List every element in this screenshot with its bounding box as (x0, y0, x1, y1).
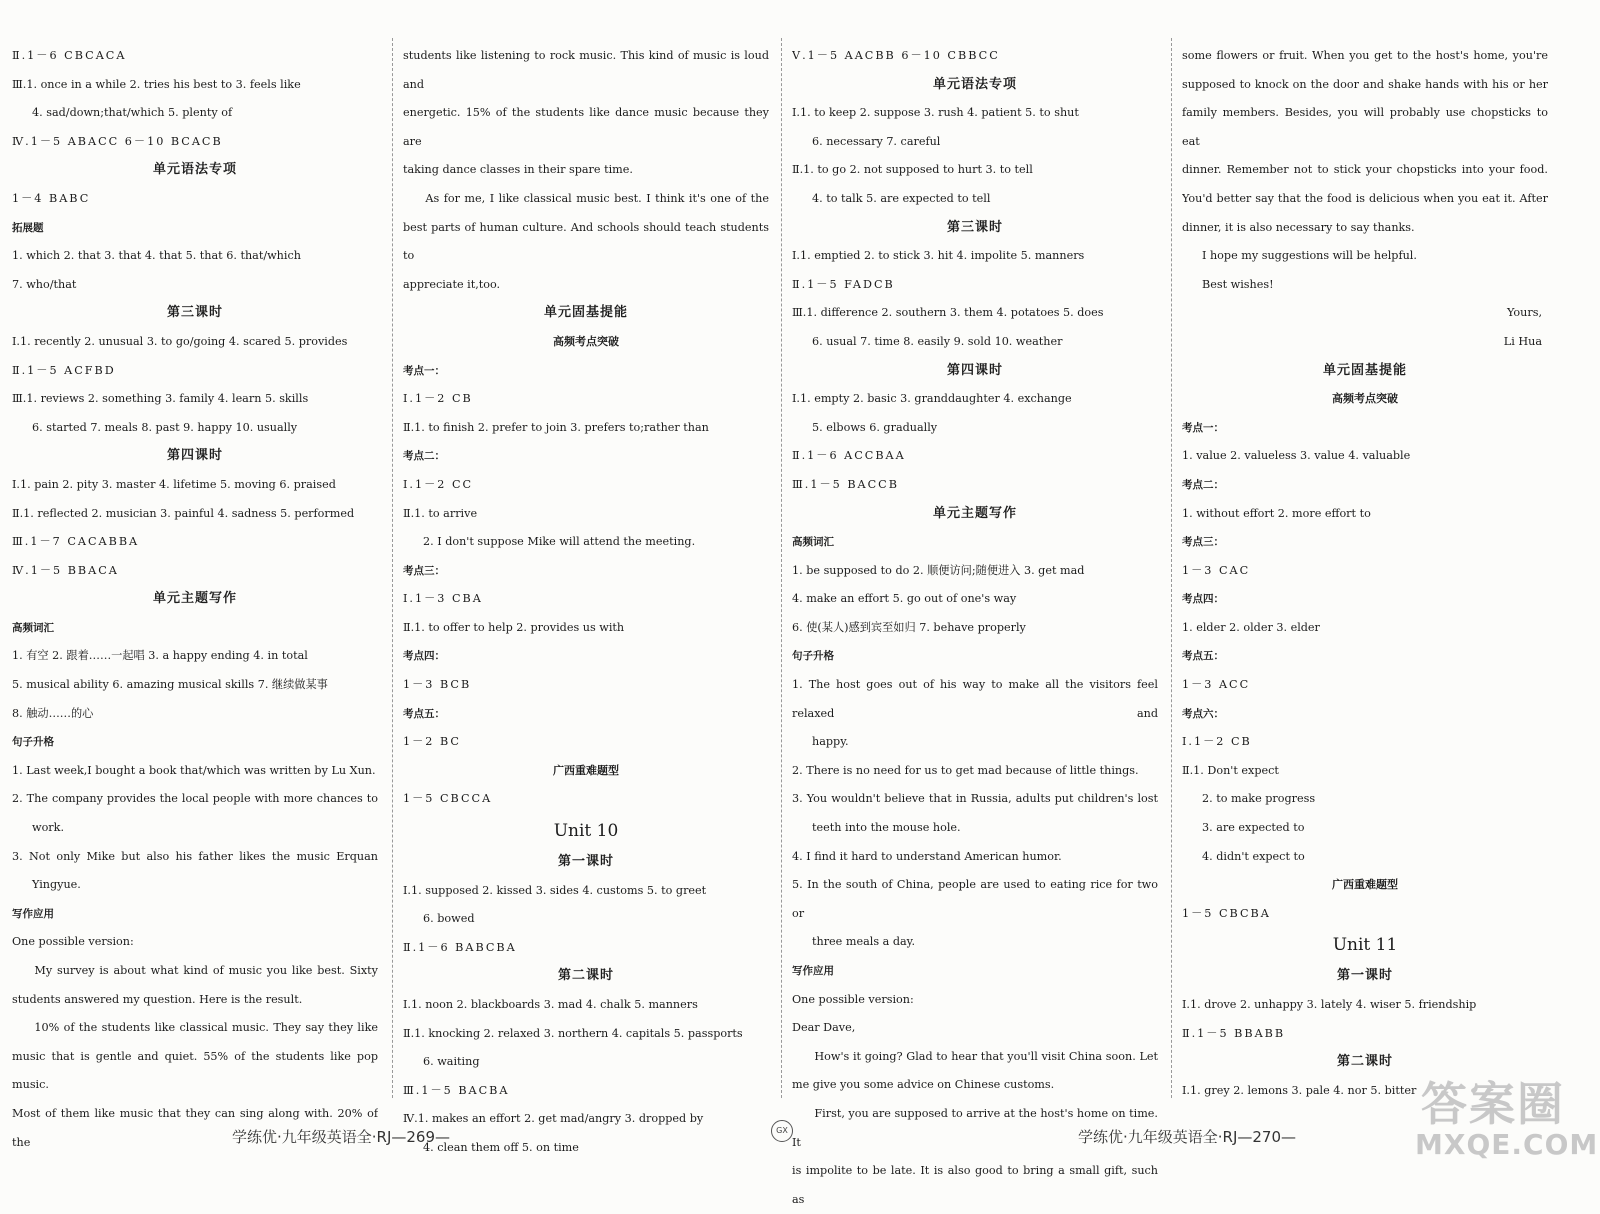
essay-line: 10% of the students like classical music. They say they like (34, 1021, 378, 1035)
answer-line: 4. clean them off 5. on time (423, 1140, 579, 1154)
essay-line: As for me, I like classical music best. I think it's one of the (425, 191, 769, 205)
unit-title: Unit 11 (1332, 935, 1398, 956)
answer-line: 7. who/that (12, 277, 77, 291)
answer-line: Ⅰ.1－2 CB (403, 392, 473, 406)
answer-line: Ⅰ.1. noon 2. blackboards 3. mad 4. chalk 5. manners (403, 998, 698, 1011)
answer-line: 1－3 ACC (1182, 678, 1251, 692)
essay-line: some flowers or fruit. When you get to the host's home, you're (1182, 49, 1548, 62)
section-label: 写作应用 (792, 965, 834, 977)
answer-line: 4. I find it hard to understand American humor. (792, 849, 1062, 863)
answer-line: Ⅳ.1. makes an effort 2. get mad/angry 3. dropped by (403, 1112, 704, 1126)
essay-line: How's it going? Glad to hear that you'll visit China soon. Let (814, 1049, 1158, 1063)
essay-line: 3. Not only Mike but also his father likes the music Erquan (12, 849, 378, 863)
answer-line: 1. elder 2. older 3. elder (1182, 620, 1320, 634)
answer-line: 6. necessary 7. careful (812, 134, 941, 148)
section-label: 考点五： (403, 707, 445, 720)
answer-line: Ⅲ.1. difference 2. southern 3. them 4. potatoes 5. does (792, 306, 1104, 320)
essay-line: 5. In the south of China, people are used to eating rice for two or (792, 878, 1158, 920)
answer-line: Ⅱ.1. Don't expect (1182, 763, 1279, 777)
essay-line: is impolite to be late. It is also good to bring a small gift, such as (792, 1164, 1158, 1206)
section-label: 高频词汇 (12, 621, 54, 634)
essay-line: students like listening to rock music. This kind of music is loud and (403, 49, 769, 91)
answer-line: 2. I don't suppose Mike will attend the meeting. (423, 535, 696, 549)
answer-line: Yingyue. (32, 878, 81, 892)
section-heading: 第三课时 (166, 305, 223, 321)
section-heading: 单元固基提能 (1322, 362, 1407, 378)
answer-line: Ⅴ.1－5 AACBB 6－10 CBBCC (792, 49, 1000, 62)
answer-line: 6. started 7. meals 8. past 9. happy 10. usually (32, 420, 298, 434)
section-heading: 单元固基提能 (543, 305, 628, 321)
page-footer-left: 学练优·九年级英语全·RJ—269— (232, 1128, 451, 1146)
section-subheading: 高频考点突破 (1332, 392, 1398, 406)
essay-line: supposed to knock on the door and shake hands with his or her (1182, 77, 1548, 91)
answer-line: Li Hua (1503, 334, 1542, 348)
answer-line: 1. 有空 2. 跟着……一起唱 3. a happy ending 4. in total (12, 649, 308, 663)
column-divider (781, 38, 782, 1098)
essay-line: You'd better say that the food is delicious when you eat it. After (1182, 191, 1548, 205)
answer-line: 1. which 2. that 3. that 4. that 5. that 6. that/which (12, 249, 301, 263)
section-subheading: 广西重难题型 (553, 763, 619, 777)
section-label: 拓展题 (12, 221, 44, 234)
answer-line: Ⅲ.1. once in a while 2. tries his best to 3. feels like (12, 77, 301, 91)
essay-line: Most of them like music that they can sing along with. 20% of the (12, 1106, 378, 1149)
essay-line: best parts of human culture. And schools should teach students to (403, 220, 769, 263)
section-heading: 单元主题写作 (932, 505, 1017, 521)
section-label: 句子升格 (792, 650, 834, 663)
answer-line: 6. waiting (423, 1055, 480, 1069)
essay-line: energetic. 15% of the students like dance music because they are (403, 106, 769, 148)
answer-line: 5. musical ability 6. amazing musical skills 7. 继续做某事 (12, 678, 328, 692)
answer-line: Ⅰ.1. emptied 2. to stick 3. hit 4. impolite 5. manners (792, 249, 1085, 263)
answer-line: Ⅰ.1－2 CC (403, 477, 474, 491)
answer-line: Yours, (1507, 306, 1542, 320)
section-label: 写作应用 (12, 907, 54, 920)
section-label: 考点二： (1182, 478, 1224, 491)
answer-line: happy. (812, 735, 849, 749)
column-1 (12, 42, 378, 1157)
answer-line: Ⅰ.1. supposed 2. kissed 3. sides 4. customs 5. to greet (403, 883, 707, 897)
section-label: 考点二： (403, 450, 445, 463)
section-heading: 第三课时 (946, 219, 1003, 235)
answer-line: Ⅲ.1－5 BACBA (403, 1083, 510, 1097)
section-label: 考点五： (1182, 650, 1224, 663)
section-heading: 第二课时 (557, 968, 614, 984)
unit-title: Unit 10 (553, 821, 619, 842)
answer-line: 1. value 2. valueless 3. value 4. valuable (1182, 449, 1411, 463)
page-footer-right: 学练优·九年级英语全·RJ—270— (1078, 1128, 1297, 1146)
column-3 (792, 42, 1158, 1214)
section-label: 考点一： (1182, 421, 1224, 434)
answer-line: appreciate it,too. (403, 277, 501, 291)
section-label: 考点三： (403, 564, 445, 577)
answer-line: Ⅰ.1. drove 2. unhappy 3. lately 4. wiser 5. friendship (1182, 998, 1477, 1011)
answer-line: Best wishes! (1202, 277, 1274, 291)
answer-line: 1－5 CBCBA (1182, 906, 1271, 920)
answer-line: Ⅱ.1. to go 2. not supposed to hurt 3. to tell (792, 163, 1033, 177)
essay-line: music that is gentle and quiet. 55% of the students like pop music. (12, 1049, 378, 1092)
answer-line: 6. usual 7. time 8. easily 9. sold 10. weather (812, 334, 1063, 348)
section-heading: 第四课时 (166, 448, 223, 464)
section-subheading: 广西重难题型 (1332, 878, 1398, 892)
answer-line: 2. There is no need for us to get mad because of little things. (792, 763, 1139, 777)
answer-line: 2. to make progress (1202, 792, 1316, 806)
watermark-logo (1395, 1068, 1599, 1168)
answer-line: Ⅱ.1－6 ACCBAA (792, 449, 906, 463)
section-heading: 单元主题写作 (152, 591, 237, 607)
answer-line: Ⅱ.1－5 ACFBD (12, 363, 116, 377)
watermark-title: 答案圈 (1421, 1077, 1565, 1131)
answer-line: 4. sad/down;that/which 5. plenty of (32, 106, 233, 120)
essay-line: First, you are supposed to arrive at the host's home on time. It (792, 1106, 1158, 1149)
answer-line: Ⅲ.1－5 BACCB (792, 477, 899, 491)
answer-line: 1. Last week,I bought a book that/which was written by Lu Xun. (12, 763, 376, 777)
answer-line: 1－3 CAC (1182, 563, 1251, 577)
essay-line: 1. The host goes out of his way to make all the visitors feel relaxed and (792, 678, 1158, 720)
essay-line: dinner. Remember not to stick your chopsticks into your food. (1182, 163, 1548, 177)
essay-line: My survey is about what kind of music you like best. Sixty (34, 964, 378, 977)
answer-line: Ⅱ.1. to finish 2. prefer to join 3. prefers to;rather than (403, 420, 709, 434)
answer-line: Ⅰ.1. pain 2. pity 3. master 4. lifetime 5. moving 6. praised (12, 477, 336, 491)
answer-line: 3. are expected to (1202, 821, 1305, 835)
answer-line: Ⅰ.1. to keep 2. suppose 3. rush 4. patient 5. to shut (792, 106, 1079, 120)
section-label: 考点六： (1182, 707, 1224, 720)
section-heading: 第一课时 (1336, 968, 1393, 984)
answer-line: One possible version: (12, 935, 134, 949)
section-label: 考点四： (403, 650, 445, 663)
essay-line: 2. The company provides the local people with more chances to (12, 792, 378, 806)
answer-line: 4. make an effort 5. go out of one's way (792, 592, 1017, 606)
answer-line: Ⅰ.1. grey 2. lemons 3. pale 4. nor 5. bitter (1182, 1083, 1417, 1097)
answer-line: Dear Dave, (792, 1021, 856, 1035)
answer-line: 8. 触动……的心 (12, 706, 94, 720)
column-divider (1171, 38, 1172, 1098)
answer-line: 1－3 BCB (403, 678, 472, 692)
answer-line: 1. be supposed to do 2. 顺便访问;随便进入 3. get mad (792, 563, 1085, 577)
answer-line: work. (32, 821, 64, 835)
answer-line: Ⅱ.1. reflected 2. musician 3. painful 4. sadness 5. performed (12, 506, 355, 520)
watermark-url: MXQE.COM (1415, 1128, 1599, 1161)
answer-line: Ⅱ.1－6 CBCACA (12, 49, 127, 62)
answer-line: Ⅱ.1. to arrive (403, 506, 478, 520)
answer-line: 1－4 BABC (12, 191, 91, 205)
answer-line: 1－2 BC (403, 735, 461, 749)
answer-line: Ⅲ.1－7 CACABBA (12, 535, 140, 549)
answer-line: Ⅳ.1－5 ABACC 6－10 BCACB (12, 134, 223, 148)
section-heading: 第四课时 (946, 362, 1003, 378)
section-subheading: 高频考点突破 (553, 334, 619, 348)
answer-line: three meals a day. (812, 935, 916, 949)
answer-line: Ⅱ.1－5 FADCB (792, 277, 895, 291)
section-heading: 单元语法专项 (152, 162, 237, 178)
section-label: 考点四： (1182, 593, 1224, 606)
section-label: 考点三： (1182, 536, 1224, 549)
section-heading: 第二课时 (1336, 1054, 1393, 1070)
answer-line: Ⅱ.1. to offer to help 2. provides us with (403, 620, 625, 634)
section-heading: 单元语法专项 (932, 76, 1017, 92)
answer-line: 6. bowed (423, 912, 475, 926)
answer-line: dinner, it is also necessary to say thanks. (1182, 220, 1415, 234)
answer-line: Ⅰ.1. empty 2. basic 3. granddaughter 4. exchange (792, 392, 1072, 406)
answer-line: 4. to talk 5. are expected to tell (812, 191, 991, 205)
answer-line: taking dance classes in their spare time. (403, 163, 633, 177)
section-label: 句子升格 (12, 736, 54, 749)
answer-line: Ⅱ.1－6 BABCBA (403, 940, 517, 954)
answer-line: 6. 使(某人)感到宾至如归 7. behave properly (792, 620, 1026, 634)
answer-line: 5. elbows 6. gradually (812, 420, 938, 434)
answer-line: Ⅲ.1. reviews 2. something 3. family 4. learn 5. skills (12, 392, 309, 406)
answer-line: 1. without effort 2. more effort to (1182, 506, 1371, 520)
answer-line: 1－5 CBCCA (403, 792, 493, 806)
answer-line: me give you some advice on Chinese customs. (792, 1078, 1055, 1092)
essay-line: 3. You wouldn't believe that in Russia, adults put children's lost (792, 792, 1158, 806)
essay-line: family members. Besides, you will probably use chopsticks to eat (1182, 106, 1548, 148)
answer-line: One possible version: (792, 992, 914, 1006)
answer-line: Ⅱ.1. knocking 2. relaxed 3. northern 4. capitals 5. passports (403, 1026, 743, 1040)
answer-line: I hope my suggestions will be helpful. (1202, 249, 1417, 263)
column-divider (392, 38, 393, 1098)
section-label: 考点一： (403, 364, 445, 377)
answer-line: Ⅰ.1－2 CB (1182, 735, 1252, 749)
answer-line: Ⅰ.1. recently 2. unusual 3. to go/going 4. scared 5. provides (12, 334, 348, 348)
answer-line: Ⅰ.1－3 CBA (403, 592, 483, 606)
column-2 (403, 42, 769, 1163)
answer-line: Ⅱ.1－5 BBABB (1182, 1026, 1286, 1040)
answer-line: students answered my question. Here is the result. (12, 992, 303, 1006)
answer-line: Ⅳ.1－5 BBACA (12, 563, 119, 577)
column-4 (1182, 42, 1548, 1105)
publisher-seal: GX (771, 1120, 793, 1142)
answer-line: 4. didn't expect to (1202, 849, 1305, 863)
section-label: 高频词汇 (792, 536, 834, 549)
answer-line: teeth into the mouse hole. (812, 821, 961, 835)
section-heading: 第一课时 (557, 854, 614, 870)
